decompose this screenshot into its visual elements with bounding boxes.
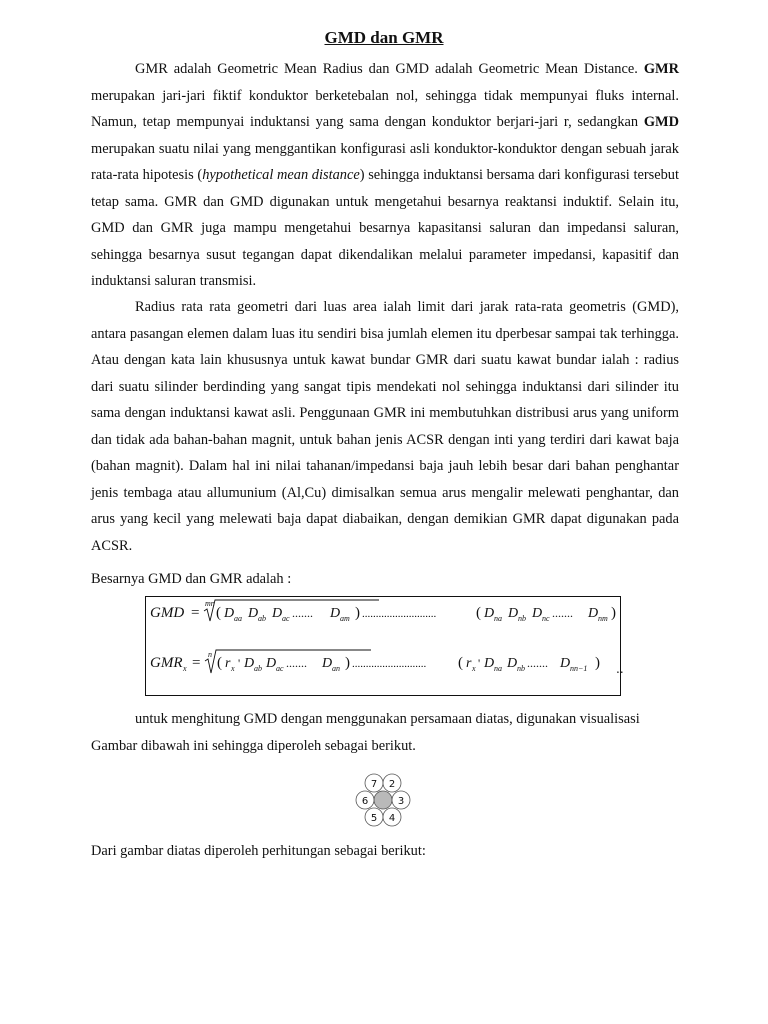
- gmr-sub-6: na: [494, 664, 502, 673]
- gmr-paren-open: (: [217, 655, 222, 671]
- gmr-dots: .......: [286, 656, 307, 670]
- gmr-sub-2: ab: [254, 664, 262, 673]
- gmd-formula: [150, 599, 616, 623]
- strand-label-5: 5: [370, 813, 378, 824]
- gmr-paren-close-2: ): [595, 655, 600, 671]
- gmr-term-1: r: [225, 656, 231, 671]
- gmr-sub-5: x: [472, 664, 476, 673]
- gmd-lhs: GMD: [150, 605, 185, 621]
- strand-label-7: 7: [370, 779, 378, 790]
- gmr-lhs: GMR: [150, 655, 183, 671]
- gmd-leader-dots: ...........................: [362, 608, 437, 620]
- gmd-term-5: D: [484, 606, 495, 621]
- gmr-lhs-sub: x: [183, 664, 187, 673]
- paragraph-1-text-a: GMR adalah Geometric Mean Radius dan GMD adalah Geometric Mean Distance.: [135, 61, 644, 77]
- gmr-sub-3: ac: [276, 664, 284, 673]
- gmd-sub-6: nb: [518, 614, 526, 623]
- center-strand: [374, 791, 392, 809]
- paragraph-2: Radius rata rata geometri dari luas area ialah limit dari jarak rata-rata geometris (GMD), antara pasangan elemen dalam luas itu sendiri bisa jumlah elemen itu dperbesar sampai tak terhingga. Atau dengan kata lain khususnya untuk kawat bundar GMR dari suatu kawat bundar ialah : radius dari suatu silinder berdinding yang sangat tipis mendekati nol sehingga induktansi dari silinder itu sama dengan induktansi kawat asli. Penggunaan GMR ini membutuhkan distribusi arus yang uniform dan tidak ada bahan-bahan magnit, untuk bahan jenis ACSR dengan inti yang terdiri dari kawat baja (bahan magnit). Dalam hal ini nilai tahanan/impedansi baja jauh lebih besar dari bahan penghantar jenis tembaga atau allumunium (Al,Cu) dimisalkan semua arus mengalir melewati penghantar, dan arus yang kecil yang melewati baja dapat diabaikan, dengan demikian GMR dapat digunakan pada ACSR.: [91, 299, 679, 554]
- paragraph-calculation-intro: Dari gambar diatas diperoleh perhitungan sebagai berikut:: [91, 843, 426, 859]
- gmr-term-3: D: [266, 656, 277, 671]
- strand-label-4: 4: [388, 813, 396, 824]
- gmr-equals: =: [192, 655, 201, 671]
- gmd-term-6: D: [508, 606, 519, 621]
- gmd-root-index: mn: [205, 599, 215, 608]
- gmr-term-6: D: [484, 656, 495, 671]
- gmr-leader-dots: ...........................: [352, 658, 427, 670]
- gmd-sub-4: am: [340, 614, 350, 623]
- gmr-term-4: D: [322, 656, 333, 671]
- gmr-prime-2: ': [478, 656, 481, 670]
- gmd-term-4: D: [330, 606, 341, 621]
- paragraph-1-text-e: merupakan suatu nilai yang menggantikan konfigurasi asli konduktor-konduktor dengan sebuah jarak rata-rata hipotesis (: [91, 140, 679, 183]
- paragraph-visualization: untuk menghitung GMD dengan menggunakan persamaan diatas, digunakan visualisasi Gambar dibawah ini sehingga diperoleh sebagai berikut.: [91, 711, 640, 754]
- formula-box: [145, 596, 621, 696]
- paragraph-1-text-g: ) sehingga induktansi bersama dari konfigurasi tersebut tetap sama. GMR dan GMD digunakan untuk mengetahui besarnya reaktansi induktif. Selain itu, GMD dan GMR juga mampu mengetahui besarnya kapasitansi saluran dan impedansi saluran, sehingga besarnya susut tegangan dapat dikendalikan melalui parameter impedansi, kapasitif dan induktansi saluran transmisi.: [91, 167, 679, 289]
- gmd-sub-1: aa: [234, 614, 242, 623]
- gmd-equals: =: [191, 605, 200, 621]
- paragraph-1-bold-gmr: GMR: [643, 61, 679, 77]
- gmd-term-3: D: [272, 606, 283, 621]
- gmd-term-2: D: [248, 606, 259, 621]
- gmd-dots-2: .......: [552, 606, 573, 620]
- paragraph-1-text-c: merupakan jari-jari fiktif konduktor berketebalan nol, sehingga tidak mempunyai fluks internal. Namun, tetap mempunyai induktansi yang sama dengan konduktor berjari-jari r, sedangkan: [91, 87, 679, 130]
- strand-label-3: 3: [397, 796, 405, 807]
- gmd-term-8: D: [588, 606, 599, 621]
- gmr-formula: [150, 650, 600, 673]
- gmd-sub-3: ac: [282, 614, 290, 623]
- gmr-prime: ': [238, 656, 241, 670]
- gmd-paren-close: ): [355, 605, 360, 621]
- gmr-term-8: D: [560, 656, 571, 671]
- gmr-sub-4: an: [332, 664, 340, 673]
- gmd-paren-close-2: ): [611, 605, 616, 621]
- paragraph-1-bold-gmd: GMD: [643, 114, 679, 130]
- gmr-sub-8: nn−1: [570, 664, 588, 673]
- gmr-term-5: r: [466, 656, 472, 671]
- gmd-dots: .......: [292, 606, 313, 620]
- gmr-sub-7: nb: [517, 664, 525, 673]
- strand-label-6: 6: [361, 796, 369, 807]
- gmr-term-7: D: [507, 656, 518, 671]
- gmd-sub-2: ab: [258, 614, 266, 623]
- gmr-root-index: n: [208, 650, 212, 659]
- gmd-sub-5: na: [494, 614, 502, 623]
- gmr-paren-close: ): [345, 655, 350, 671]
- gmr-trailing-dots: ..: [616, 662, 624, 676]
- gmd-term-1: D: [224, 606, 235, 621]
- paragraph-1: [91, 56, 679, 295]
- gmr-term-2: D: [244, 656, 255, 671]
- gmd-term-7: D: [532, 606, 543, 621]
- gmr-paren-open-2: (: [458, 655, 463, 671]
- strand-label-2: 2: [388, 779, 396, 790]
- gmd-paren-open: (: [216, 605, 221, 621]
- conductor-strand-figure: [351, 770, 415, 830]
- gmr-dots-2: .......: [527, 656, 548, 670]
- gmd-sub-7: nc: [542, 614, 550, 623]
- paragraph-1-italic-term: hypothetical mean distance: [202, 167, 360, 183]
- page-title: GMD dan GMR: [324, 28, 444, 47]
- gmr-sub-1: x: [231, 664, 235, 673]
- gmd-sub-8: nm: [598, 614, 608, 623]
- gmd-paren-open-2: (: [476, 605, 481, 621]
- paragraph-formula-intro: Besarnya GMD dan GMR adalah :: [91, 571, 292, 587]
